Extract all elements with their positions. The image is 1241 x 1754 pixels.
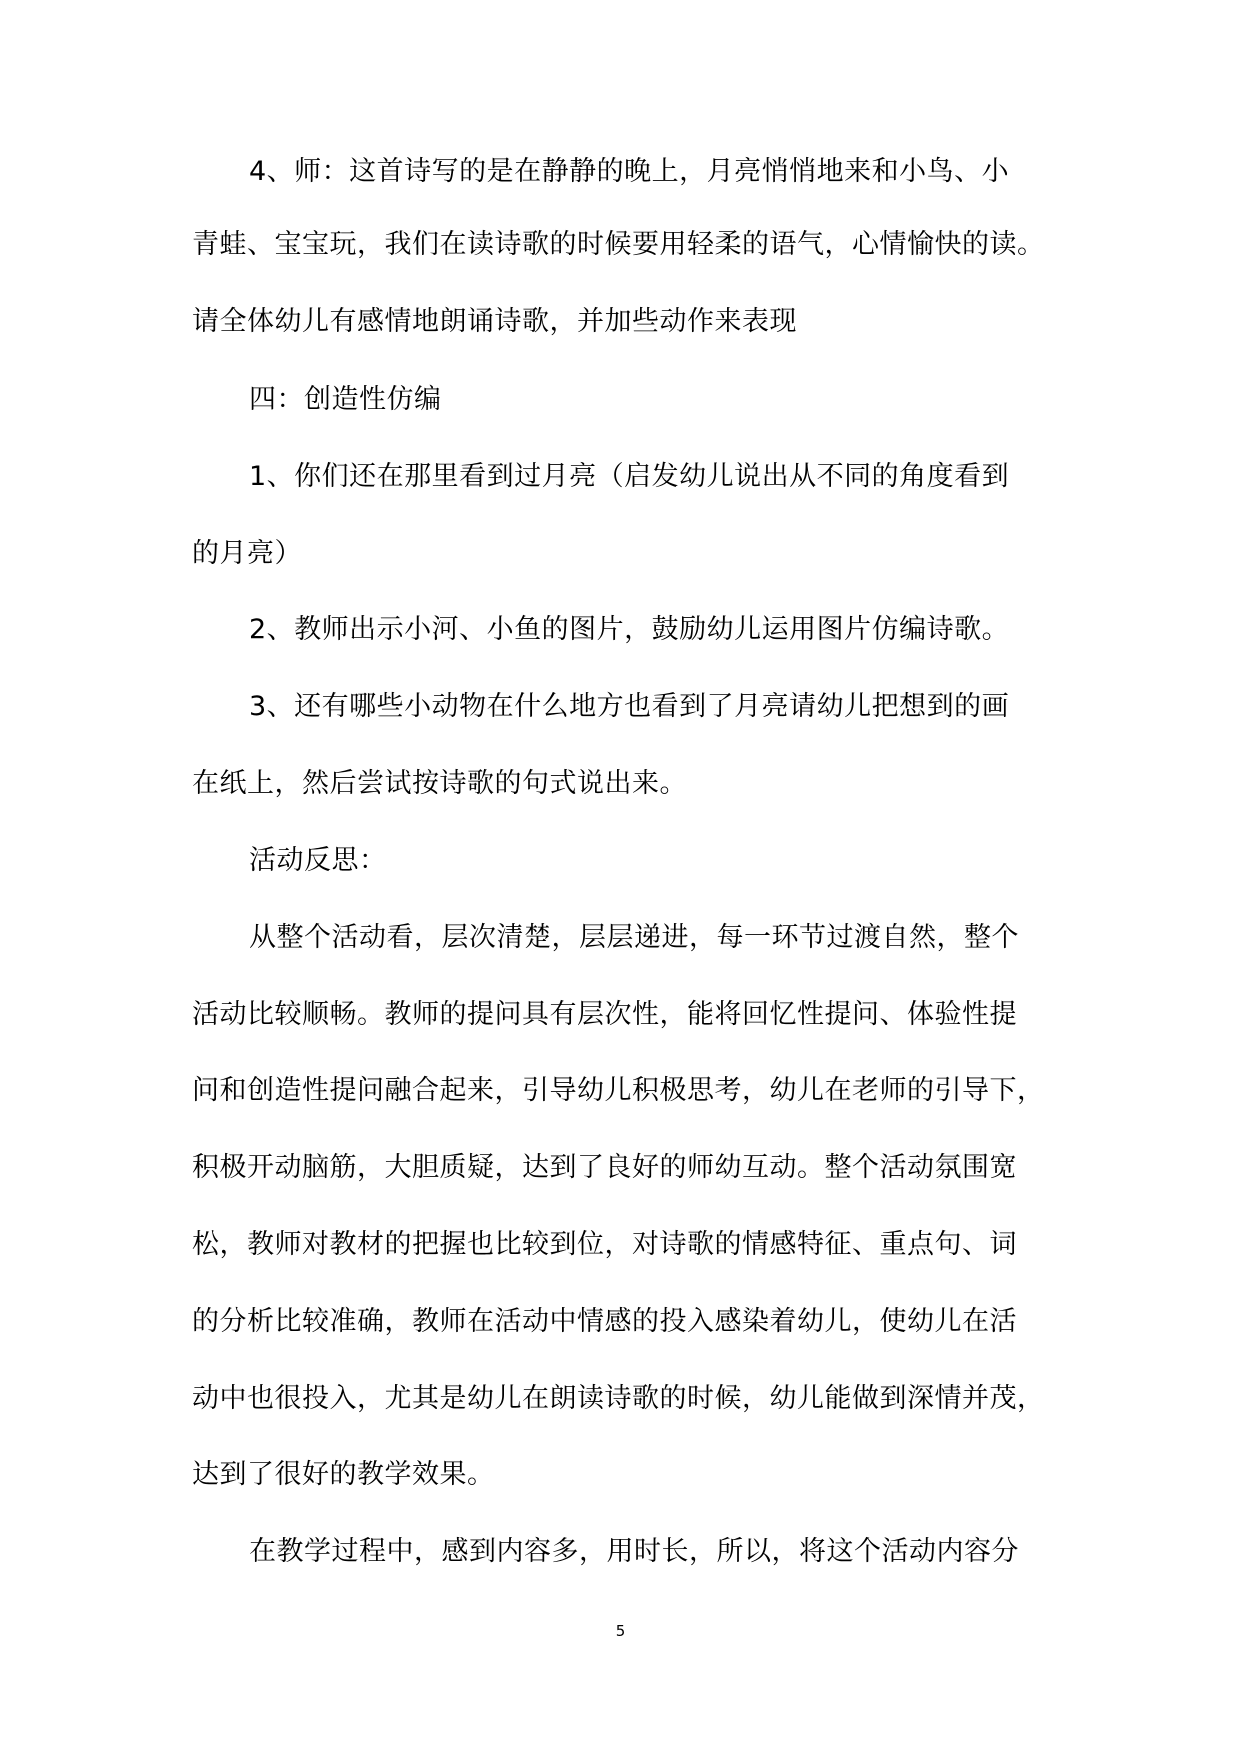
text-line: 松，教师对教材的把握也比较到位，对诗歌的情感特征、重点句、词	[192, 1229, 1017, 1260]
page-number: 5	[615, 1622, 626, 1640]
text-line: 请全体幼儿有感情地朗诵诗歌，并加些动作来表现	[192, 306, 797, 337]
text-line: 的月亮）	[192, 538, 302, 569]
text-line: 活动比较顺畅。教师的提问具有层次性，能将回忆性提问、体验性提	[192, 999, 1017, 1030]
text-line: 从整个活动看，层次清楚，层层递进，每一环节过渡自然，整个	[249, 922, 1019, 953]
text-line: 动中也很投入，尤其是幼儿在朗读诗歌的时候，幼儿能做到深情并茂，	[192, 1383, 1045, 1414]
text-line: 4、师：这首诗写的是在静静的晚上，月亮悄悄地来和小鸟、小	[249, 156, 1010, 187]
section-heading: 四：创造性仿编	[249, 384, 442, 415]
section-heading: 活动反思：	[249, 845, 387, 876]
text-line: 问和创造性提问融合起来，引导幼儿积极思考，幼儿在老师的引导下，	[192, 1075, 1045, 1106]
text-line: 2、教师出示小河、小鱼的图片，鼓励幼儿运用图片仿编诗歌。	[249, 614, 1010, 645]
text-line: 青蛙、宝宝玩，我们在读诗歌的时候要用轻柔的语气，心情愉快的读。	[192, 229, 1045, 260]
text-line: 在纸上，然后尝试按诗歌的句式说出来。	[192, 768, 687, 799]
text-line: 积极开动脑筋，大胆质疑，达到了良好的师幼互动。整个活动氛围宽	[192, 1152, 1017, 1183]
text-line: 达到了很好的教学效果。	[192, 1459, 495, 1490]
text-line: 的分析比较准确，教师在活动中情感的投入感染着幼儿，使幼儿在活	[192, 1306, 1017, 1337]
text-line: 1、你们还在那里看到过月亮（启发幼儿说出从不同的角度看到	[249, 461, 1010, 492]
text-line: 3、还有哪些小动物在什么地方也看到了月亮请幼儿把想到的画	[249, 691, 1010, 722]
text-line: 在教学过程中，感到内容多，用时长，所以，将这个活动内容分	[249, 1536, 1019, 1567]
